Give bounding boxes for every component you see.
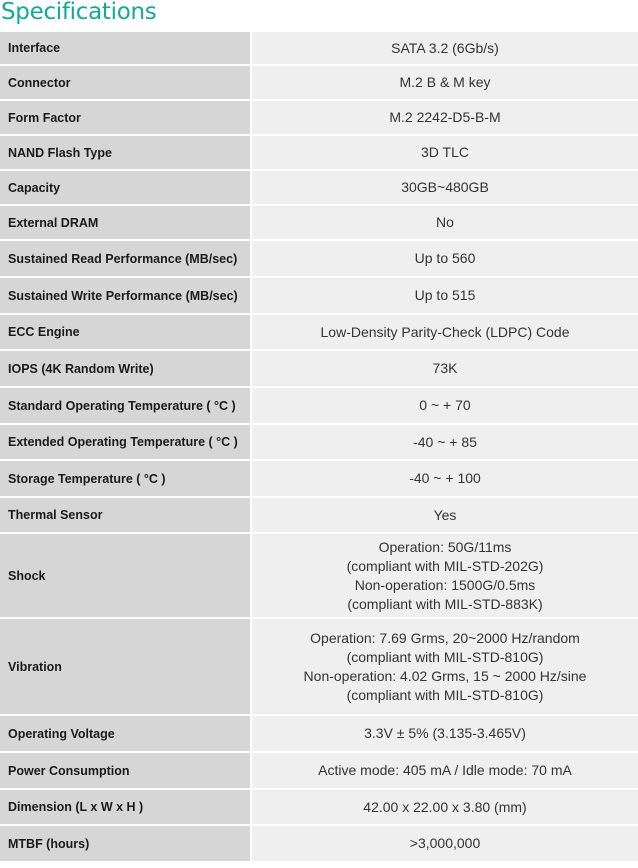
table-row (0, 66, 638, 101)
value-line: -40 ~ + 100 (409, 470, 481, 486)
row-label: Thermal Sensor (0, 498, 252, 534)
value-line: -40 ~ + 85 (413, 433, 477, 450)
row-value (252, 241, 638, 278)
specifications-table (0, 32, 638, 863)
value-line: SATA 3.2 (6Gb/s) (391, 39, 499, 56)
value-line: (compliant with MIL-STD-883K) (347, 595, 543, 612)
row-label: Extended Operating Temperature ( °C ) (0, 425, 252, 461)
value-line: 73K (432, 360, 458, 376)
row-value (252, 461, 638, 498)
value-line: 0 ~ + 70 (419, 397, 471, 413)
table-row (0, 461, 638, 498)
table-row (0, 534, 638, 619)
value-line: Operation: 7.69 Grms, 20~2000 Hz/random (310, 629, 580, 646)
table-row (0, 790, 638, 826)
value-line: Active mode: 405 mA / Idle mode: 70 mA (318, 762, 572, 778)
row-label: External DRAM (0, 206, 252, 241)
value-line: 42.00 x 22.00 x 3.80 (mm) (363, 798, 527, 815)
value-line: Low-Density Parity-Check (LDPC) Code (320, 323, 570, 340)
row-label: Form Factor (0, 101, 252, 136)
value-line: >3,000,000 (409, 835, 481, 851)
row-label: Storage Temperature ( °C ) (0, 461, 252, 498)
table-row (0, 351, 638, 388)
row-value (252, 716, 638, 753)
row-label: NAND Flash Type (0, 136, 252, 171)
value-line: Operation: 50G/11ms (378, 538, 512, 555)
value-line: Up to 560 (414, 250, 476, 266)
row-value (252, 136, 638, 171)
row-label: Capacity (0, 171, 252, 206)
table-row (0, 136, 638, 171)
table-row (0, 619, 638, 716)
value-line: Non-operation: 4.02 Grms, 15 ~ 2000 Hz/sine (303, 667, 587, 684)
value-line: 30GB~480GB (401, 179, 489, 195)
value-line: Yes (433, 506, 457, 523)
table-row (0, 278, 638, 315)
table-row (0, 753, 638, 790)
value-line: Up to 515 (414, 287, 476, 303)
table-row (0, 388, 638, 425)
table-row (0, 241, 638, 278)
row-value (252, 790, 638, 826)
value-line: (compliant with MIL-STD-202G) (346, 557, 544, 574)
row-label: Operating Voltage (0, 716, 252, 753)
row-value (252, 388, 638, 425)
row-value (252, 66, 638, 101)
value-line: 3.3V ± 5% (3.135-3.465V) (364, 725, 526, 741)
row-value (252, 425, 638, 461)
row-label: IOPS (4K Random Write) (0, 351, 252, 388)
row-value (252, 534, 638, 619)
row-label: Connector (0, 66, 252, 101)
row-label: Vibration (0, 619, 252, 716)
row-label: Standard Operating Temperature ( °C ) (0, 388, 252, 425)
value-line: M.2 2242-D5-B-M (389, 109, 501, 125)
row-value (252, 101, 638, 136)
row-value (252, 206, 638, 241)
row-label: MTBF (hours) (0, 826, 252, 863)
row-label: Shock (0, 534, 252, 619)
row-label: Dimension (L x W x H ) (0, 790, 252, 826)
table-row (0, 101, 638, 136)
row-value (252, 619, 638, 716)
value-line: (compliant with MIL-STD-810G) (346, 686, 544, 703)
row-value (252, 32, 638, 66)
row-value (252, 498, 638, 534)
row-label: Sustained Read Performance (MB/sec) (0, 241, 252, 278)
row-value (252, 826, 638, 863)
table-row (0, 171, 638, 206)
row-value (252, 351, 638, 388)
table-row (0, 206, 638, 241)
table-row (0, 716, 638, 753)
value-line: M.2 B & M key (399, 74, 491, 90)
table-row (0, 498, 638, 534)
row-value (252, 315, 638, 351)
table-row (0, 32, 638, 66)
row-label: Power Consumption (0, 753, 252, 790)
table-row (0, 315, 638, 351)
row-value (252, 278, 638, 315)
value-line: (compliant with MIL-STD-810G) (346, 648, 544, 665)
row-label: ECC Engine (0, 315, 252, 351)
value-line: 3D TLC (421, 144, 469, 160)
row-value (252, 753, 638, 790)
value-line: No (436, 214, 454, 230)
page-title: Specifications (1, 0, 157, 25)
value-line: Non-operation: 1500G/0.5ms (354, 576, 536, 593)
row-label: Interface (0, 32, 252, 66)
table-row (0, 826, 638, 863)
row-label: Sustained Write Performance (MB/sec) (0, 278, 252, 315)
table-row (0, 425, 638, 461)
row-value (252, 171, 638, 206)
